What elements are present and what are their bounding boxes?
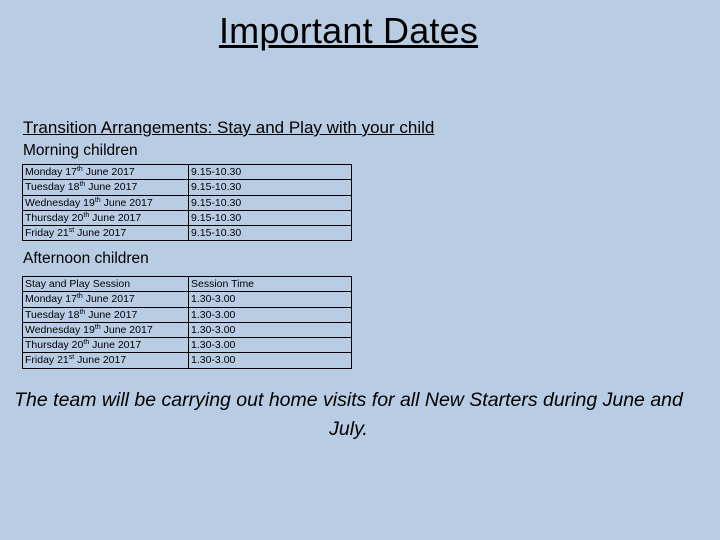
- session-time: 1.30-3.00: [189, 353, 352, 368]
- date-ordinal: st: [68, 227, 75, 235]
- table-row: [23, 353, 352, 368]
- date-month-year: June 2017: [74, 227, 127, 240]
- table-row: [23, 180, 352, 195]
- date-ordinal: th: [76, 293, 83, 301]
- table-row: [23, 210, 352, 225]
- date-day: Wednesday 19: [25, 323, 95, 336]
- header-time: Session Time: [189, 277, 352, 292]
- table-row: [23, 226, 352, 241]
- session-date: [23, 165, 189, 180]
- session-date: [23, 307, 189, 322]
- date-month-year: June 2017: [89, 211, 142, 224]
- date-ordinal: th: [94, 196, 101, 204]
- session-time: 9.15-10.30: [189, 195, 352, 210]
- date-day: Thursday 20: [25, 339, 84, 352]
- date-month-year: June 2017: [74, 354, 127, 367]
- date-ordinal: th: [83, 211, 90, 219]
- date-month-year: June 2017: [85, 181, 138, 194]
- session-date: [23, 292, 189, 307]
- date-ordinal: st: [68, 354, 75, 362]
- table-row: [23, 322, 352, 337]
- session-time: 9.15-10.30: [189, 210, 352, 225]
- date-month-year: June 2017: [85, 308, 138, 321]
- page-title: Important Dates: [218, 10, 479, 51]
- table-row: [23, 307, 352, 322]
- session-time: 1.30-3.00: [189, 322, 352, 337]
- date-ordinal: th: [79, 308, 86, 316]
- session-date: [23, 195, 189, 210]
- morning-table: [22, 164, 352, 241]
- date-day: Tuesday 18: [25, 308, 80, 321]
- session-time: 1.30-3.00: [189, 292, 352, 307]
- session-date: [23, 338, 189, 353]
- session-time: 9.15-10.30: [189, 165, 352, 180]
- session-time: 9.15-10.30: [189, 180, 352, 195]
- date-ordinal: th: [76, 166, 83, 173]
- table-row: [23, 338, 352, 353]
- morning-heading: Morning children: [23, 142, 138, 159]
- date-month-year: June 2017: [82, 166, 135, 178]
- date-day: Monday 17: [25, 166, 77, 178]
- date-month-year: June 2017: [100, 323, 153, 336]
- date-day: Thursday 20: [25, 211, 84, 224]
- subtitle: Transition Arrangements: Stay and Play with your child: [23, 118, 435, 137]
- date-day: Wednesday 19: [25, 196, 95, 209]
- date-month-year: June 2017: [100, 196, 153, 209]
- date-ordinal: th: [79, 181, 86, 189]
- date-month-year: June 2017: [82, 293, 135, 306]
- session-date: [23, 180, 189, 195]
- session-date: [23, 322, 189, 337]
- afternoon-table: [22, 276, 352, 369]
- date-day: Monday 17: [25, 293, 77, 306]
- session-time: 1.30-3.00: [189, 338, 352, 353]
- session-date: [23, 353, 189, 368]
- date-day: Friday 21: [25, 354, 69, 367]
- header-session: Stay and Play Session: [23, 277, 189, 292]
- session-time: 9.15-10.30: [189, 226, 352, 241]
- table-row: [23, 195, 352, 210]
- date-month-year: June 2017: [89, 339, 142, 352]
- date-day: Friday 21: [25, 227, 69, 240]
- table-row: [23, 292, 352, 307]
- home-visits-note: The team will be carrying out home visits for all New Starters during June and July.: [14, 389, 683, 440]
- date-day: Tuesday 18: [25, 181, 80, 194]
- session-time: 1.30-3.00: [189, 307, 352, 322]
- session-date: [23, 226, 189, 241]
- table-row: [23, 165, 352, 180]
- date-ordinal: th: [83, 339, 90, 347]
- afternoon-heading: Afternoon children: [23, 250, 149, 267]
- date-ordinal: th: [94, 323, 101, 331]
- table-header-row: [23, 277, 352, 292]
- session-date: [23, 210, 189, 225]
